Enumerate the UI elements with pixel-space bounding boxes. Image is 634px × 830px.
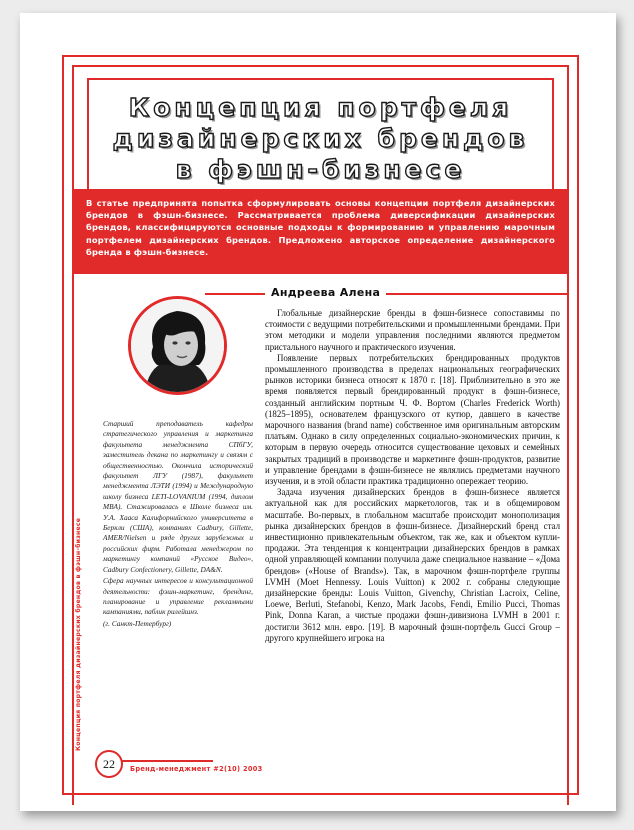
bio-paragraph: Сфера научных интересов и консультационной деятельности: фэшн-маркетинг, брендинг, планирование и управление рекламными кампаниями, паблик рилейшнз. — [103, 576, 253, 617]
author-name: Андреева Алена — [265, 286, 386, 299]
body-paragraph: Задача изучения дизайнерских брендов в фэшн-бизнесе является актуальной как для российских маркетологов, так и в общемировом масштабе. Во-первых, в глобальном масштабе происходит монополизация рынка дизайнерских брендов в фэшн-бизнесе. Дизайнерский бренд стал инвестиционно привлекательным объектом, так же, как и объектом купли-продажи. Эта тенденция к концентрации дизайнерских брендов в рамках одной управляющей компании получила даже специальное название – «Дома брендов» («House of Brands»). Так, в марочном фэшн-портфеле группы LVMH (Moet Hennessy. Louis Vuitton) к 2002 г. собраны следующие дизайнерские бренды: Louis Vuitton, Givenchy, Christian Lacroix, Celine, Loewe, Berluti, Stefanobi, Kenzo, Mark Jacobs, Fendi, Emilio Pucci, Thomas Pink, Donna Karan, а чистые продажи фэшн-дивизиона LVMH в 2001 г. достигли 3612 млн. евро. [19]. В марочный фэшн-портфель Gucci Group – другого крупнейшего игрока на — [265, 487, 560, 643]
author-rule-line — [205, 293, 569, 295]
title-box — [87, 78, 554, 193]
bio-paragraph: Старший преподаватель кафедры стратегического управления и маркетинга факультета менеджмента СПбГУ, заместитель декана по маркетингу и связям с общественностью. Окончила исторический факультет ЛГУ (1987), факультет менеджмента ЛЭТИ (1994) и Международную школу бизнеса LETI-LOVANIUM (1994, диплом MBA). Стажировалась в Школе бизнеса им. У.А. Хааса Калифорнийского университета в Беркли (США), компаниях Cadbury, Gillette, AMER/Nielsen и ряде других зарубежных и российских фирм. Работала менеджером по маркетингу компаний «Русское Видео», Cadbury Confectionery, Gillette, DA&N. — [103, 419, 253, 574]
footer-rule — [121, 760, 213, 762]
author-photo — [128, 296, 227, 395]
vertical-running-title: Концепция портфеля дизайнерских брендов в фэшн-бизнесе — [75, 517, 82, 751]
article-body — [265, 308, 560, 644]
bio-city: (г. Санкт-Петербург) — [103, 618, 172, 628]
article-abstract: В статье предпринята попытка сформулировать основы концепции портфеля дизайнерских брендов в фэшн-бизнесе. Рассматривается проблема диверсификации дизайнерских брендов, классифицируются основные подходы к формированию и управлению марочным портфелем дизайнерских брендов. Предложено авторское определение дизайнерского бренда в фэшн-бизнесе. — [72, 189, 569, 274]
author-portrait-image — [131, 299, 224, 392]
page-number: 22 — [95, 750, 123, 778]
article-title: Концепция портфеля дизайнерских брендов в фэшн-бизнесе — [112, 93, 529, 184]
author-heading — [205, 284, 569, 304]
author-bio — [103, 419, 253, 630]
magazine-page — [20, 13, 616, 811]
body-paragraph: Глобальные дизайнерские бренды в фэшн-бизнесе сопоставимы по стоимости с ведущими потребительскими и промышленными брендами. При этом методики и модели управления последними являются предметом пристального научного и практического изучения. — [265, 308, 560, 352]
body-paragraph: Появление первых потребительских брендированных продуктов промышленного производства в пределах национальных географических рынков историки бизнеса относят к 1870 г. [18]. Приблизительно в это же время появляется первый брендированный продукт в фэшн-бизнесе, созданный английским портным Ч. Ф. Вортом (Charles Frederick Worth) (1825–1895), основателем французского от кутюр, давшего в качестве марочного названия (brand name) собственное имя оригинальным авторским платьям. Однако в силу определенных социально-экономических причин, к которым в первую очередь относится существование цеховых и семейных закрытых традиций в производстве и маркетинге фэшн-продуктов, развитие и управление брендами в фэшн-бизнесе не являлись предметами научного изучения, и в этой области практика традиционно опережает теорию. — [265, 352, 560, 487]
journal-issue: Бренд-менеджмент #2(10) 2003 — [130, 765, 263, 773]
